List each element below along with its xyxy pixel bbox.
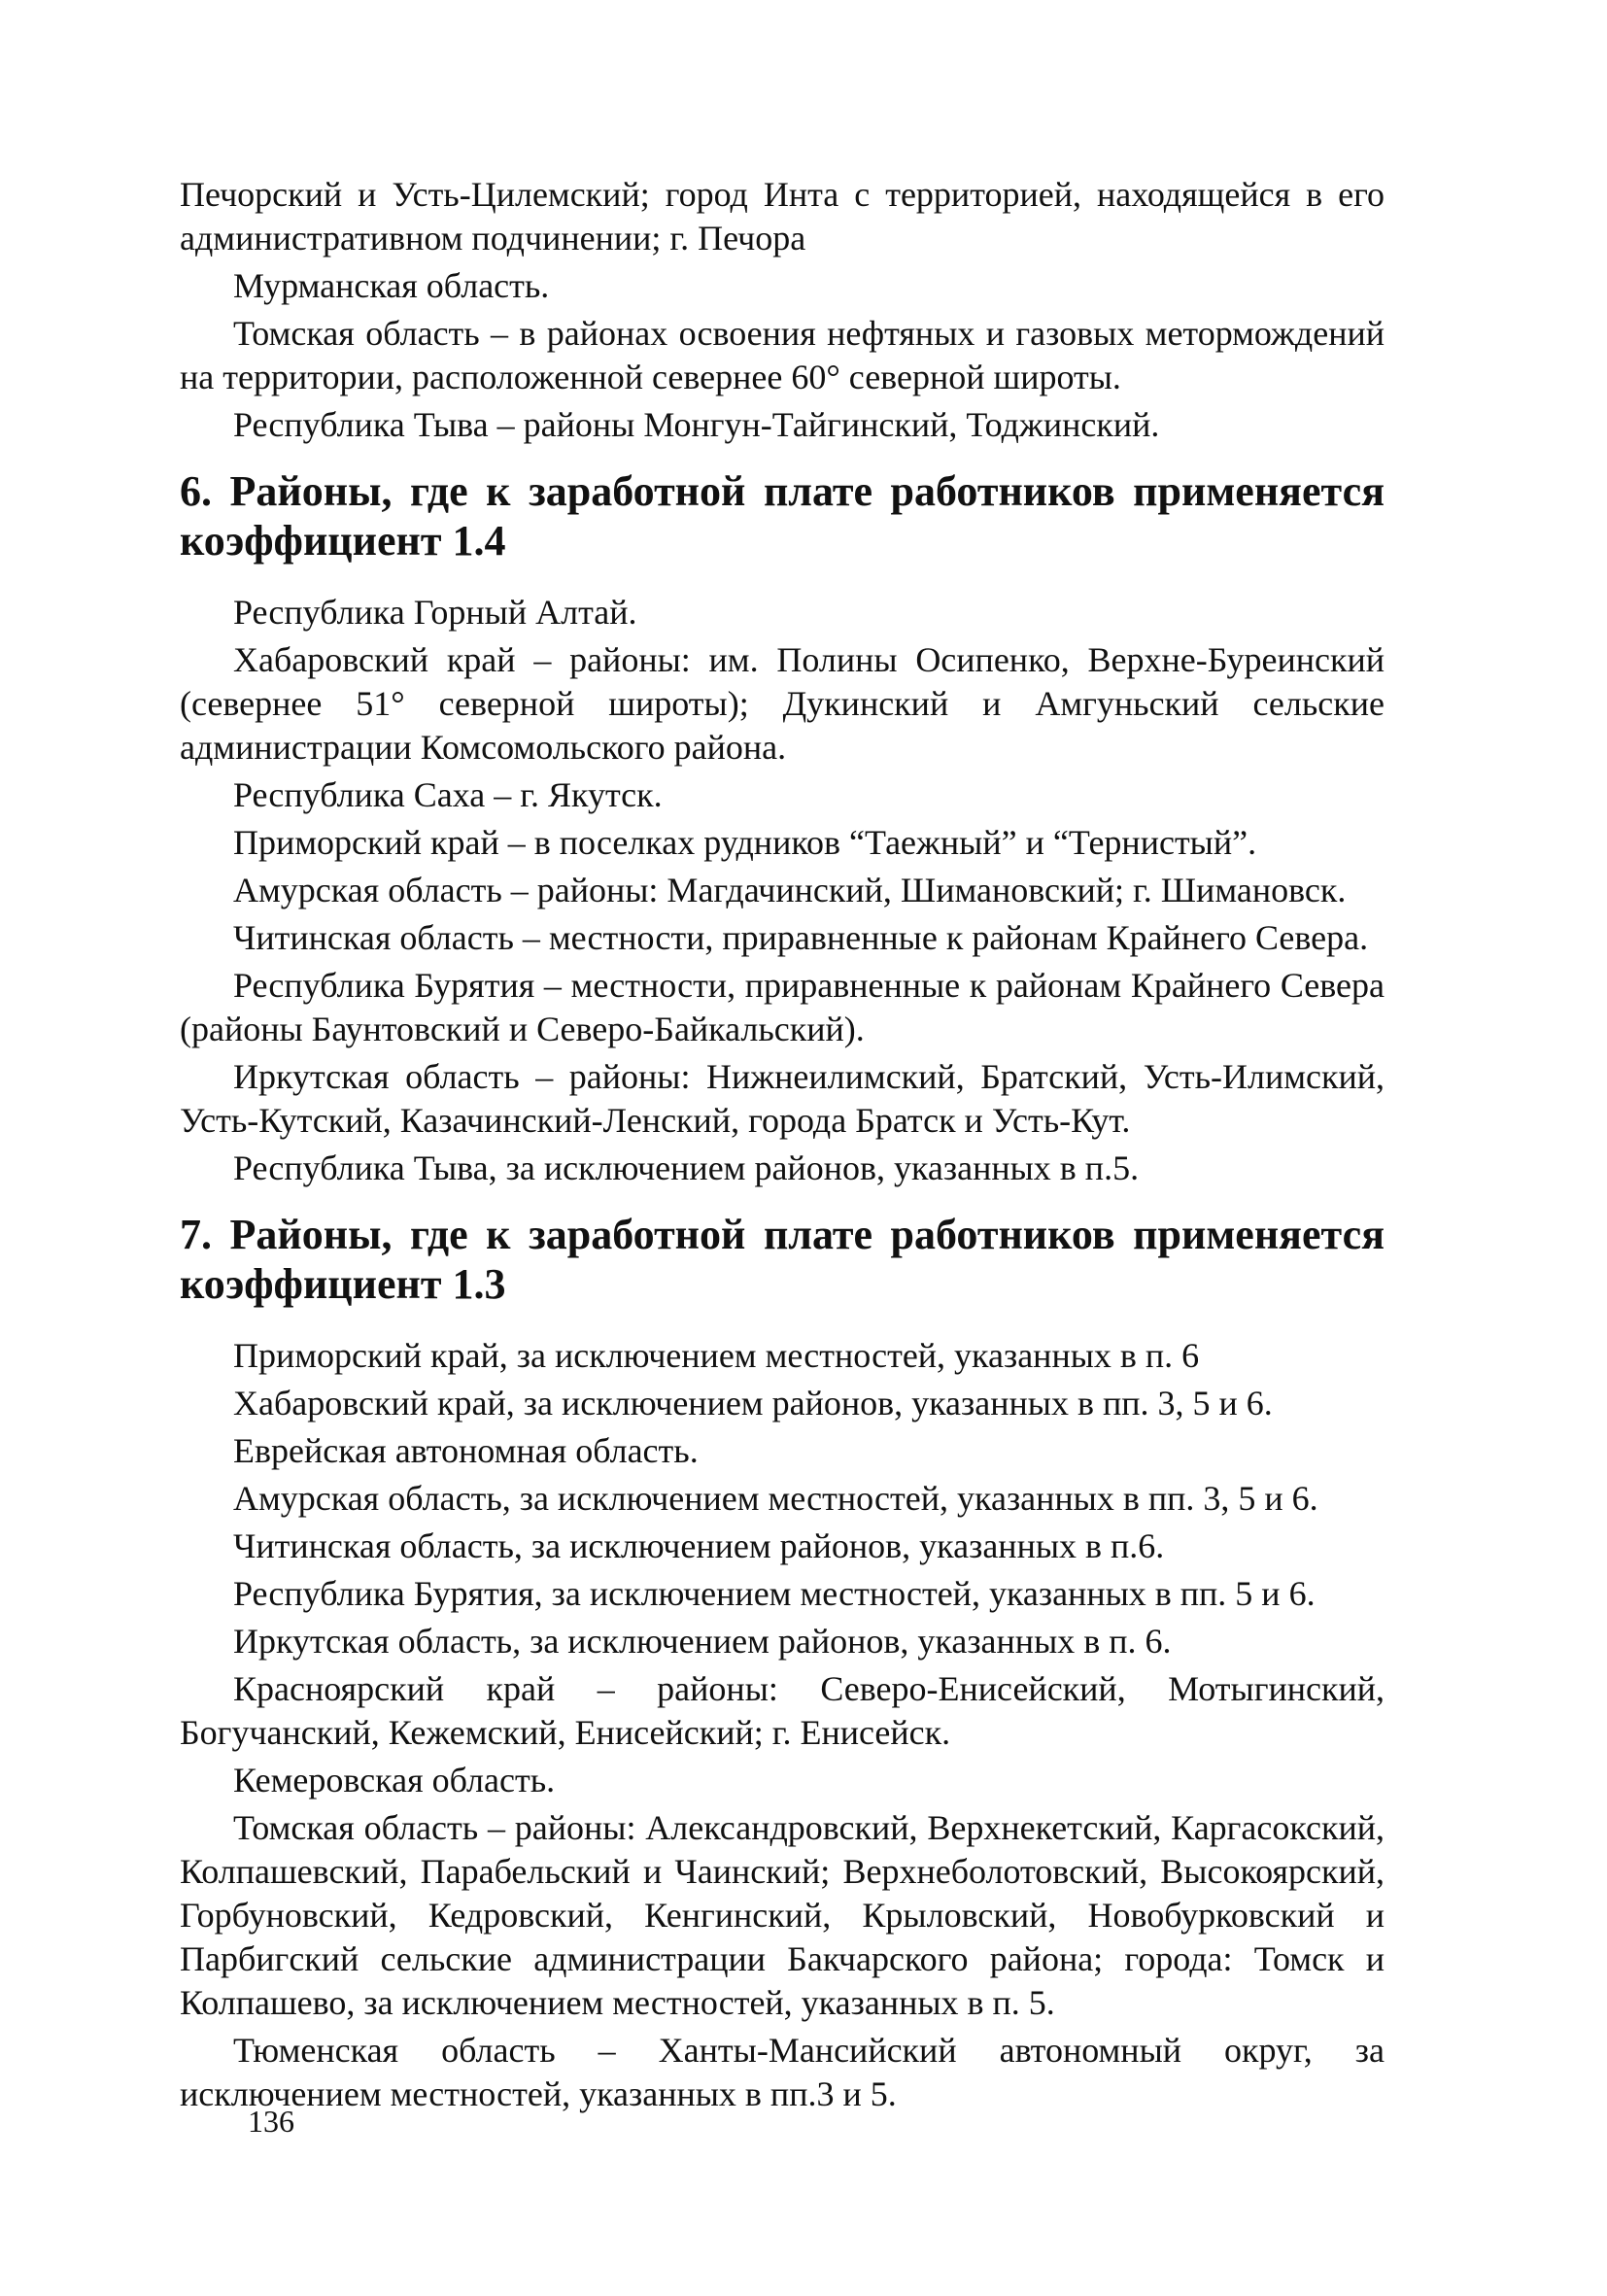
intro-paragraph: Мурманская область.: [233, 266, 550, 305]
page-number: 136: [248, 2104, 294, 2139]
section-7-paragraph: Приморский край, за исключением местностей, указанных в п. 6: [233, 1336, 1200, 1375]
section-7-paragraph: Читинская область, за исключением районов, указанных в п.6.: [233, 1526, 1165, 1565]
section-6-paragraph: Приморский край – в поселках рудников “Таежный” и “Тернистый”.: [233, 823, 1257, 862]
intro-paragraph: Печорский и Усть-Цилемский; город Инта с территорией, находящейся в его административном подчинении; г. Печора: [180, 175, 1385, 257]
section-6-heading: 6. Районы, где к заработной плате работников применяется коэффициент 1.4: [180, 467, 1385, 565]
section-7-paragraph: Хабаровский край, за исключением районов, указанных в пп. 3, 5 и 6.: [233, 1384, 1273, 1422]
section-7-paragraph: Республика Бурятия, за исключением местностей, указанных в пп. 5 и 6.: [233, 1574, 1316, 1613]
document-page: [180, 173, 1385, 2120]
section-6-paragraph: Амурская область – районы: Магдачинский, Шимановский; г. Шимановск.: [233, 871, 1347, 909]
section-7-paragraph: Красноярский край – районы: Северо-Енисейский, Мотыгинский, Богучанский, Кежемский, Енисейский; г. Енисейск.: [180, 1669, 1385, 1752]
section-6-paragraph: Иркутская область – районы: Нижнеилимский, Братский, Усть-Илимский, Усть-Кутский, Казачинский-Ленский, города Братск и Усть-Кут.: [180, 1057, 1385, 1140]
section-7-paragraph: Кемеровская область.: [233, 1761, 556, 1799]
section-7-paragraph: Томская область – районы: Александровский, Верхнекетский, Каргасокский, Колпашевский, Парабельский и Чаинский; Верхнеболотовский, Высокоярский, Горбуновский, Кедровский, Кенгинский, Крыловский, Новобурковский и Парбигский сельские администрации Бакчарского района; города: Томск и Колпашево, за исключением местностей, указанных в п. 5.: [180, 1808, 1385, 2022]
section-7-paragraph: Тюменская область – Ханты-Мансийский автономный округ, за исключением местностей, указанных в пп.3 и 5.: [180, 2031, 1385, 2113]
intro-paragraph: Республика Тыва – районы Монгун-Тайгинский, Тоджинский.: [233, 405, 1160, 444]
section-7-paragraph: Амурская область, за исключением местностей, указанных в пп. 3, 5 и 6.: [233, 1479, 1318, 1518]
intro-paragraph: Томская область – в районах освоения нефтяных и газовых метормождений на территории, расположенной севернее 60° северной широты.: [180, 314, 1385, 396]
section-6-paragraph: Республика Саха – г. Якутск.: [233, 775, 663, 814]
section-6-paragraph: Республика Бурятия – местности, приравненные к районам Крайнего Севера (районы Баунтовский и Северо-Байкальский).: [180, 966, 1385, 1048]
section-7-paragraph: Иркутская область, за исключением районов, указанных в п. 6.: [233, 1622, 1172, 1661]
section-6-paragraph: Хабаровский край – районы: им. Полины Осипенко, Верхне-Буреинский (севернее 51° северной широты); Дукинский и Амгуньский сельские администрации Комсомольского района.: [180, 640, 1385, 767]
section-7-paragraph: Еврейская автономная область.: [233, 1431, 699, 1470]
section-6-paragraph: Республика Горный Алтай.: [233, 593, 637, 632]
section-6-paragraph: Республика Тыва, за исключением районов, указанных в п.5.: [233, 1148, 1140, 1187]
section-7-heading: 7. Районы, где к заработной плате работников применяется коэффициент 1.3: [180, 1211, 1385, 1308]
section-6-paragraph: Читинская область – местности, приравненные к районам Крайнего Севера.: [233, 918, 1369, 957]
